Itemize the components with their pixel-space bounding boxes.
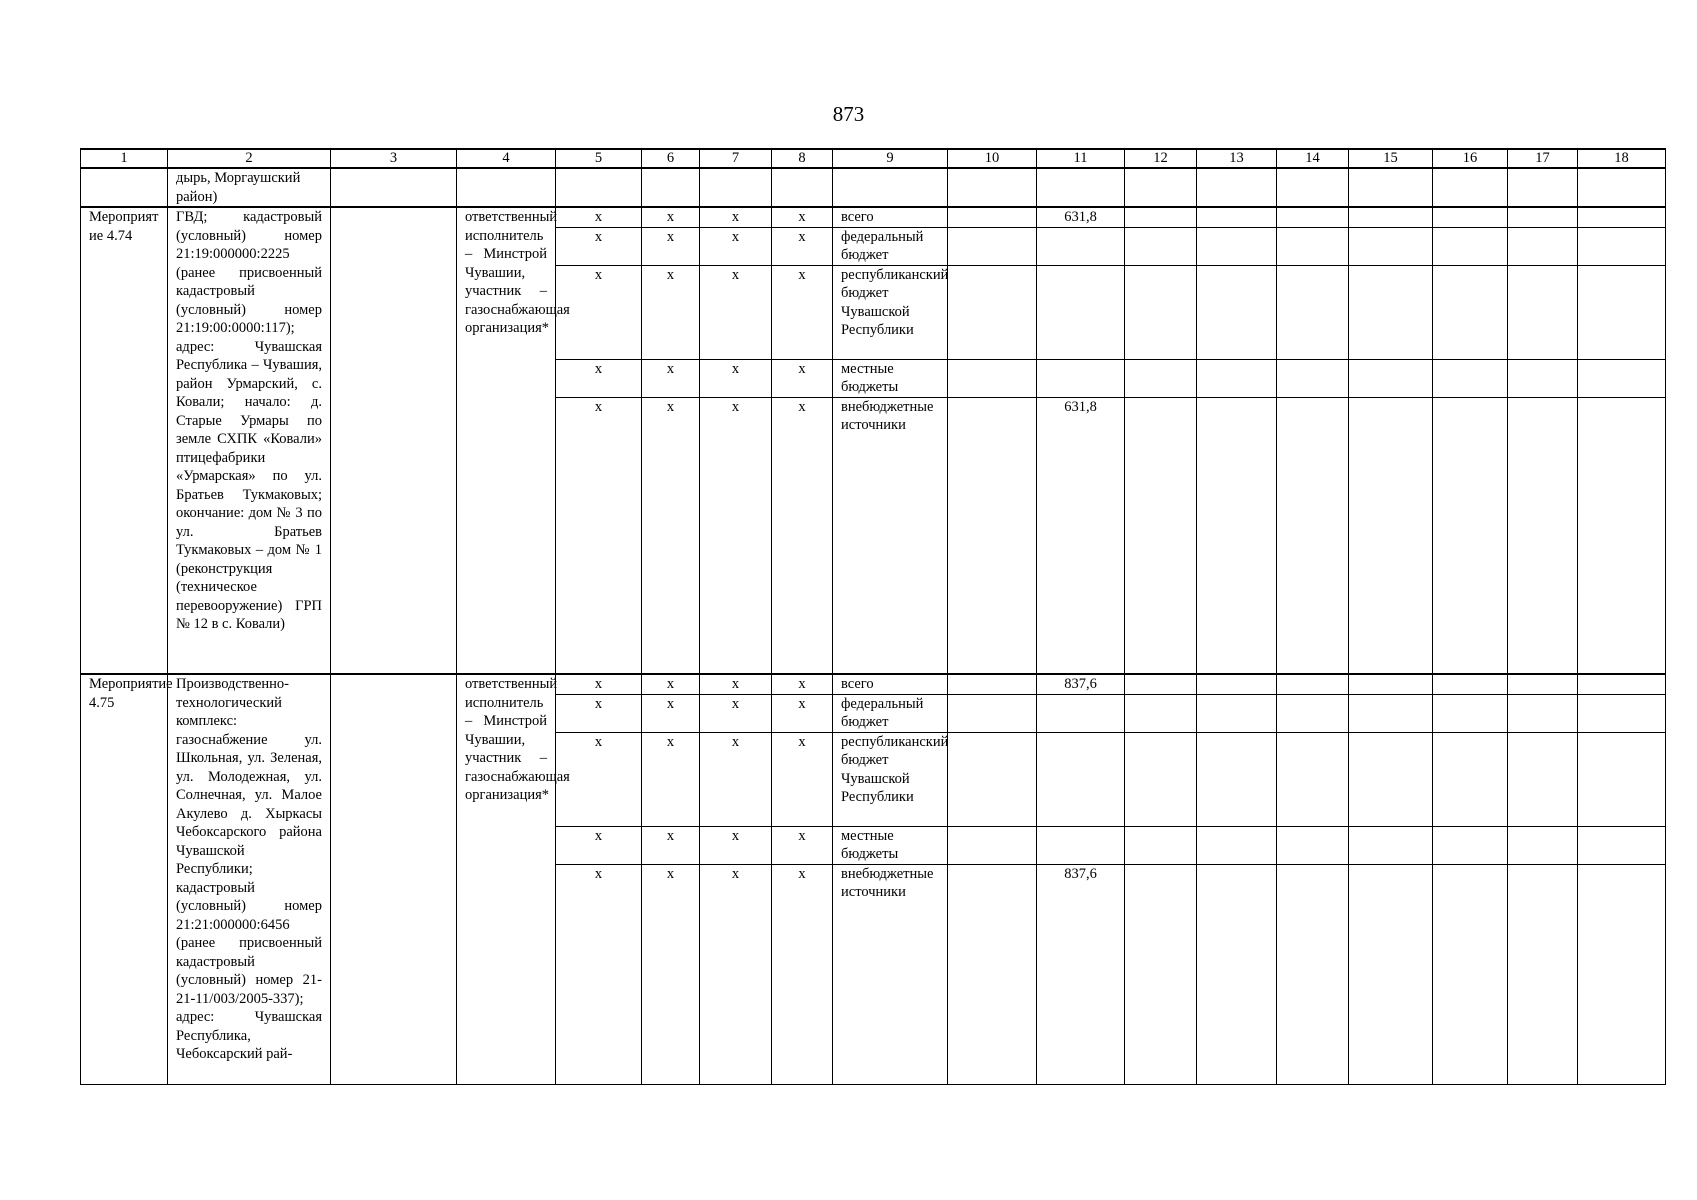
budget-table (80, 148, 1666, 1085)
x-mark: x (556, 826, 642, 864)
x-mark: x (772, 732, 833, 826)
x-mark: x (642, 826, 700, 864)
measure-label: Мероприятие 4.75 (81, 674, 168, 1084)
x-mark: x (642, 732, 700, 826)
x-mark: x (700, 207, 772, 227)
table-row (81, 207, 1666, 227)
funding-value: 631,8 (1037, 207, 1125, 227)
x-mark: x (700, 732, 772, 826)
x-mark: x (556, 694, 642, 732)
x-mark: x (700, 694, 772, 732)
continuation-row (81, 168, 1666, 207)
funding-source: республиканский бюджет Чувашской Республики (833, 732, 948, 826)
x-mark: x (700, 359, 772, 397)
funding-value (1037, 359, 1125, 397)
x-mark: x (642, 359, 700, 397)
x-mark: x (772, 674, 833, 694)
x-mark: x (700, 397, 772, 674)
funding-value (1037, 265, 1125, 359)
x-mark: x (556, 359, 642, 397)
measure-description: ГВД; кадастровый (условный) номер 21:19:000000:2225 (ранее присвоенный кадастровый (условный) номер 21:19:00:0000:117); адрес: Чувашская Республика – Чувашия, район Урмарский, с. Ковали; начало: д. Старые Урмары по земле СХПК «Ковали» птицефабрики «Урмарская» по ул. Братьев Тукмаковых; окончание: дом № 3 по ул. Братьев Тукмаковых – дом № 1 (реконструкция (техническое перевооружение) ГРП № 12 в с. Ковали) (168, 207, 331, 674)
x-mark: x (772, 265, 833, 359)
col-header: 14 (1277, 149, 1349, 168)
x-mark: x (642, 265, 700, 359)
funding-value: 837,6 (1037, 674, 1125, 694)
col-header: 6 (642, 149, 700, 168)
x-mark: x (700, 826, 772, 864)
x-mark: x (700, 864, 772, 1084)
funding-source: местные бюджеты (833, 826, 948, 864)
x-mark: x (642, 397, 700, 674)
x-mark: x (772, 207, 833, 227)
x-mark: x (642, 227, 700, 265)
table-row (81, 674, 1666, 694)
funding-source: внебюджетные источники (833, 397, 948, 674)
x-mark: x (772, 359, 833, 397)
col-header: 9 (833, 149, 948, 168)
x-mark: x (642, 694, 700, 732)
col-header: 17 (1508, 149, 1578, 168)
measure-executor: ответственный исполнитель – Минстрой Чувашии, участник – газоснабжающая организация* (457, 674, 556, 1084)
funding-value (1037, 694, 1125, 732)
x-mark: x (556, 265, 642, 359)
x-mark: x (700, 265, 772, 359)
column-number-row (81, 149, 1666, 168)
x-mark: x (556, 674, 642, 694)
x-mark: x (700, 227, 772, 265)
x-mark: x (556, 397, 642, 674)
x-mark: x (772, 864, 833, 1084)
measure-description: Производственно-технологический комплекс: газоснабжение ул. Школьная, ул. Зеленая, ул. Молодежная, ул. Солнечная, ул. Малое Акулево д. Хыркасы Чебоксарского района Чувашской Республики; кадастровый (условный) номер 21:21:000000:6456 (ранее присвоенный кадастровый (условный) номер 21-21-11/003/2005-337); адрес: Чувашская Республика, Чебоксарский рай- (168, 674, 331, 1084)
col-header: 16 (1433, 149, 1508, 168)
funding-value: 837,6 (1037, 864, 1125, 1084)
col-header: 8 (772, 149, 833, 168)
x-mark: x (556, 227, 642, 265)
x-mark: x (772, 397, 833, 674)
col-header: 13 (1197, 149, 1277, 168)
funding-source: всего (833, 207, 948, 227)
funding-source: местные бюджеты (833, 359, 948, 397)
col-header: 4 (457, 149, 556, 168)
funding-source: внебюджетные источники (833, 864, 948, 1084)
x-mark: x (772, 694, 833, 732)
col-header: 15 (1349, 149, 1433, 168)
funding-value (1037, 732, 1125, 826)
x-mark: x (642, 864, 700, 1084)
measure-label: Мероприятие 4.74 (81, 207, 168, 674)
x-mark: x (556, 207, 642, 227)
funding-source: федеральный бюджет (833, 227, 948, 265)
x-mark: x (556, 864, 642, 1084)
x-mark: x (642, 207, 700, 227)
col-header: 10 (948, 149, 1037, 168)
col-header: 12 (1125, 149, 1197, 168)
continuation-text: дырь, Моргаушский район) (168, 168, 331, 207)
measure-executor: ответственный исполнитель – Минстрой Чувашии, участник – газоснабжающая организация* (457, 207, 556, 674)
funding-value (1037, 227, 1125, 265)
col-header: 3 (331, 149, 457, 168)
funding-value (1037, 826, 1125, 864)
col-header: 2 (168, 149, 331, 168)
x-mark: x (642, 674, 700, 694)
x-mark: x (772, 227, 833, 265)
x-mark: x (700, 674, 772, 694)
col-header: 5 (556, 149, 642, 168)
funding-source: всего (833, 674, 948, 694)
funding-source: республиканский бюджет Чувашской Республики (833, 265, 948, 359)
x-mark: x (772, 826, 833, 864)
col-header: 7 (700, 149, 772, 168)
col-header: 11 (1037, 149, 1125, 168)
col-header: 18 (1578, 149, 1666, 168)
page-number: 873 (832, 102, 865, 126)
funding-value: 631,8 (1037, 397, 1125, 674)
col-header: 1 (81, 149, 168, 168)
x-mark: x (556, 732, 642, 826)
funding-source: федеральный бюджет (833, 694, 948, 732)
